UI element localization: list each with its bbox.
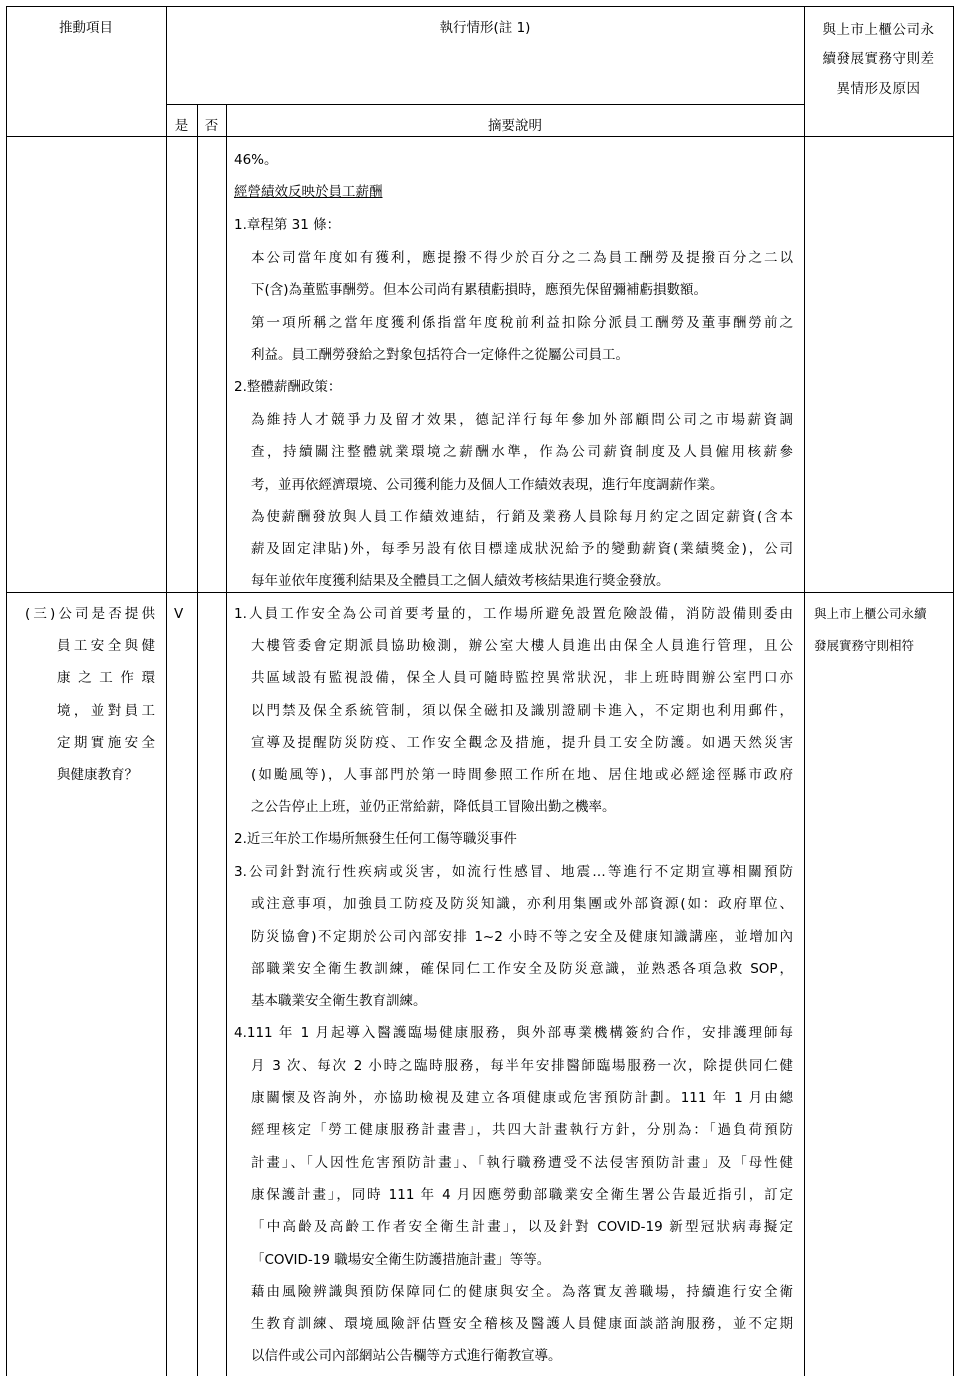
row2-item-line-4: 定期實施安全 bbox=[57, 735, 155, 751]
table-border-summary-right bbox=[804, 6, 805, 1376]
table-border-no-right bbox=[226, 104, 227, 1376]
row2-line-23: 以信件或公司內部網站公告欄等方式進行衛教宣導。 bbox=[251, 1348, 562, 1364]
row1-line-13: 每年並依年度獲利結果及全體員工之個人績效考核結果進行獎金發放。 bbox=[251, 573, 670, 589]
row1-line-0: 46%。 bbox=[234, 152, 278, 168]
row1-line-3: 本公司當年度如有獲利，應提撥不得少於百分之二為員工酬勞及提撥百分之二以 bbox=[251, 250, 793, 266]
header-yes-label: 是 bbox=[174, 118, 189, 134]
row2-line-7: 2.近三年於工作場所無發生任何工傷等職災事件 bbox=[234, 831, 517, 847]
header-subdivider bbox=[166, 104, 805, 105]
row2-line-5: (如颱風等)，人事部門於第一時間參照工作所在地、居住地或必經途徑縣市政府 bbox=[251, 767, 793, 783]
row2-line-21: 藉由風險辨識與預防保障同仁的健康與安全。為落實友善職場，持續進行安全衛 bbox=[251, 1284, 793, 1300]
row2-line-19: 「中高齡及高齡工作者安全衛生計畫」，以及針對 COVID-19 新型冠狀病毒擬定 bbox=[251, 1219, 793, 1235]
header-diff-line-3: 異情形及原因 bbox=[836, 81, 921, 97]
row2-line-14: 月 3 次、每次 2 小時之臨時服務，每半年安排醫師臨場服務一次，除提供同仁健 bbox=[251, 1058, 793, 1074]
row1-line-9: 查，持續關注整體就業環境之薪酬水準，作為公司薪資制度及人員僱用核薪參 bbox=[251, 444, 793, 460]
row2-line-9: 或注意事項，加強員工防疫及防災知識，亦利用集團或外部資源(如：政府單位、 bbox=[251, 896, 793, 912]
row2-line-3: 以門禁及保全系統管制，須以保全磁扣及識別證刷卡進入，不定期也利用郵件， bbox=[251, 703, 793, 719]
header-diff-line-2: 續發展實務守則差 bbox=[822, 51, 935, 67]
row2-line-11: 部職業安全衛生教訓練，確保同仁工作安全及防災意識，並熟悉各項急救 SOP， bbox=[251, 961, 793, 977]
row2-line-12: 基本職業安全衛生教育訓練。 bbox=[251, 993, 427, 1009]
row1-line-2: 1.章程第 31 條： bbox=[234, 217, 341, 233]
table-border-left bbox=[6, 6, 7, 1376]
table-border-yes-right bbox=[197, 104, 198, 1376]
row2-line-10: 防災協會)不定期於公司內部安排 1~2 小時不等之安全及健康知識講座，並增加內 bbox=[251, 929, 793, 945]
row2-line-17: 計畫」、「人因性危害預防計畫」、「執行職務遭受不法侵害預防計畫」及「母性健 bbox=[251, 1155, 793, 1171]
row2-line-18: 康保護計畫」，同時 111 年 4 月因應勞動部職業安全衛生署公告最近指引，訂定 bbox=[251, 1187, 793, 1203]
row2-line-22: 生教育訓練、環境風險評估暨安全稽核及醫護人員健康面談諮詢服務，並不定期 bbox=[251, 1316, 793, 1332]
row1-line-12: 薪及固定津貼)外，每季另設有依目標達成狀況給予的變動薪資(業績獎金)，公司 bbox=[251, 541, 793, 557]
row2-line-6: 之公告停止上班，並仍正常給薪，降低員工冒險出勤之機率。 bbox=[251, 799, 616, 815]
row-divider bbox=[6, 592, 954, 593]
row2-item-line-1: 員工安全與健 bbox=[57, 638, 155, 654]
row2-line-20: 「COVID-19 職場安全衛生防護措施計畫」等等。 bbox=[251, 1252, 551, 1268]
row2-diff-line-0: 與上市上櫃公司永續 bbox=[814, 606, 927, 621]
row2-yes-mark: V bbox=[174, 606, 184, 622]
row2-item-line-2: 康之工作環 bbox=[57, 670, 155, 686]
row1-line-7: 2.整體薪酬政策： bbox=[234, 379, 342, 395]
row2-item-line-3: 境，並對員工 bbox=[57, 703, 155, 719]
row2-line-2: 共區域設有監視設備，保全人員可隨時監控異常狀況，非上班時間辦公室門口亦 bbox=[251, 670, 793, 686]
row2-line-16: 經理核定「勞工健康服務計畫書」，共四大計畫執行方針，分別為：「過負荷預防 bbox=[251, 1122, 793, 1138]
row1-line-5: 第一項所稱之當年度獲利係指當年度稅前利益扣除分派員工酬勞及董事酬勞前之 bbox=[251, 315, 793, 331]
row2-line-0: 1.人員工作安全為公司首要考量的，工作場所避免設置危險設備，消防設備則委由 bbox=[234, 606, 793, 622]
row1-line-11: 為使薪酬發放與人員工作績效連結，行銷及業務人員除每月約定之固定薪資(含本 bbox=[251, 509, 793, 525]
table-border-right bbox=[953, 6, 954, 1376]
row2-line-1: 大樓管委會定期派員協助檢測，辦公室大樓人員進出由保全人員進行管理，且公 bbox=[251, 638, 793, 654]
header-no-label: 否 bbox=[204, 118, 219, 134]
row1-line-4: 下(含)為董監事酬勞。但本公司尚有累積虧損時，應預先保留彌補虧損數額。 bbox=[251, 282, 708, 298]
row2-item-line-5: 與健康教育？ bbox=[57, 767, 138, 783]
header-summary-label: 摘要說明 bbox=[488, 118, 542, 134]
row1-subheading: 經營績效反映於員工薪酬 bbox=[234, 184, 383, 200]
row1-line-8: 為維持人才競爭力及留才效果，德記洋行每年參加外部顧問公司之市場薪資調 bbox=[251, 412, 793, 428]
row2-line-15: 康關懷及咨詢外，亦協助檢視及建立各項健康或危害預防計劃。111 年 1 月由總 bbox=[251, 1090, 793, 1106]
header-bottom bbox=[6, 136, 954, 137]
row2-diff-line-1: 發展實務守則相符 bbox=[814, 638, 915, 653]
header-item-label: 推動項目 bbox=[59, 20, 113, 36]
row1-line-6: 利益。員工酬勞發給之對象包括符合一定條件之從屬公司員工。 bbox=[251, 347, 629, 363]
row2-line-13: 4.111 年 1 月起導入醫護臨場健康服務，與外部專業機構簽約合作，安排護理師每 bbox=[234, 1025, 793, 1041]
header-diff-line-1: 與上市上櫃公司永 bbox=[822, 22, 935, 38]
header-exec-label: 執行情形(註 1) bbox=[439, 20, 531, 36]
row2-item-line-0: (三)公司是否提供 bbox=[25, 606, 155, 622]
table-border-item-right bbox=[166, 6, 167, 1376]
table-border-top bbox=[6, 6, 954, 7]
row2-line-4: 宣導及提醒防災防疫、工作安全觀念及措施，提升員工安全防護。如遇天然災害 bbox=[251, 735, 793, 751]
row1-line-10: 考，並再依經濟環境、公司獲利能力及個人工作績效表現，進行年度調薪作業。 bbox=[251, 477, 724, 493]
row2-line-8: 3.公司針對流行性疾病或災害，如流行性感冒、地震…等進行不定期宣導相關預防 bbox=[234, 864, 793, 880]
